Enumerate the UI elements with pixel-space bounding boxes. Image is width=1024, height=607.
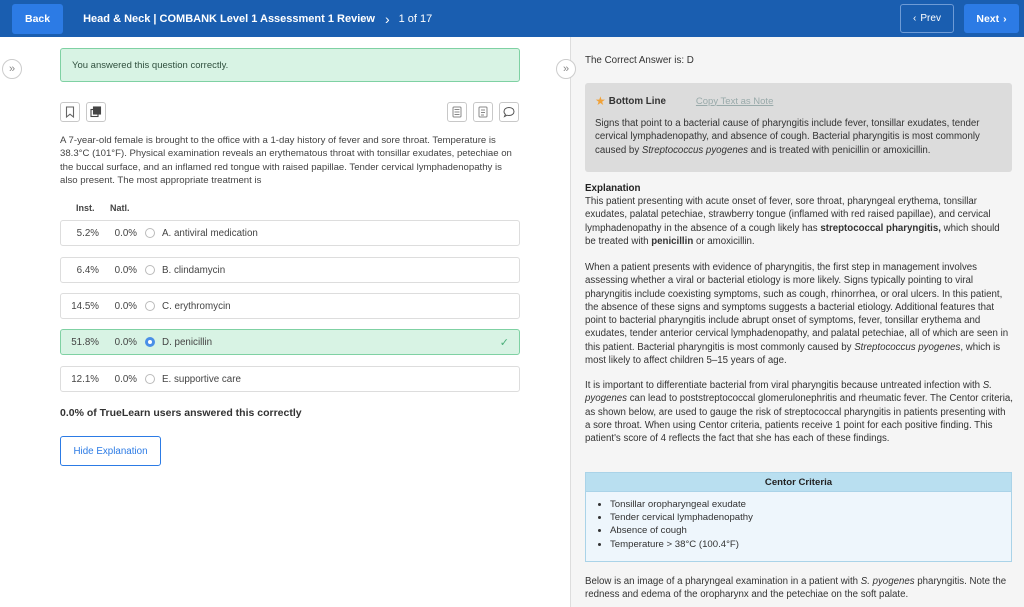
chevron-left-icon: ‹	[913, 13, 917, 24]
next-button[interactable]	[964, 4, 1019, 33]
col-header-inst: Inst.	[76, 203, 95, 213]
radio-button-selected[interactable]	[145, 337, 155, 347]
explanation-paragraph-4: Below is an image of a pharyngeal examination in a patient with S. pyogenes pharyngitis. Note the redness and edema of the oropharynx and the petechiae on the soft palate.	[585, 576, 1007, 601]
option-text: B. clindamycin	[162, 264, 226, 276]
chevron-right-icon: ›	[1003, 12, 1007, 25]
list-item: • Tender cervical lymphadenopathy	[610, 511, 1011, 524]
col-header-natl: Natl.	[110, 203, 130, 213]
option-text: C. erythromycin	[162, 300, 231, 312]
inst-percent: 6.4%	[76, 264, 99, 276]
back-button[interactable]: Back	[12, 4, 63, 34]
users-correct-stat: 0.0% of TrueLearn users answered this correctly	[60, 407, 302, 419]
answer-option-d[interactable]	[60, 329, 520, 355]
natl-percent: 0.0%	[114, 300, 137, 312]
natl-percent: 0.0%	[114, 264, 137, 276]
expand-left-icon[interactable]: »	[2, 59, 22, 79]
list-item: • Tonsillar oropharyngeal exudate	[610, 498, 1011, 511]
chevron-right-icon: ›	[384, 10, 390, 27]
radio-button[interactable]	[145, 265, 155, 275]
question-stem: A 7-year-old female is brought to the office with a 1-day history of fever and sore throat. Temperature is 38.3°C (101°F). Physical examination reveals an erythematous throat with tonsillar exudates, petechiae on the buccal surface, and an inflamed red tongue with raised papillae. Tender cervical lymphadenopathy is also present. The most appropriate treatment is	[60, 135, 512, 187]
copy-note-link[interactable]: Copy Text as Note	[695, 95, 774, 107]
radio-button[interactable]	[145, 374, 155, 384]
answer-option-a[interactable]	[60, 220, 520, 246]
option-text: D. penicillin	[162, 336, 213, 348]
answer-option-c[interactable]	[60, 293, 520, 319]
explanation-paragraph-3: It is important to differentiate bacterial from viral pharyngitis because untreated infection with S. pyogenes can lead to poststreptococcal glomerulonephritis and rheumatic fever. The Centor criteria, as shown below, are used to gauge the risk of streptococcal pharyngitis in patients presenting with a sore throat. When using Centor criteria, patients receive 1 point for each positive finding. This patient's score of 4 reflects the fact that she has each of these findings.	[585, 380, 1013, 445]
explanation-paragraph-1: This patient presenting with acute onset of fever, sore throat, pharyngeal erythema, tonsillar exudates, palatal petechiae, strawberry tongue (inflamed with red raised papillae), and cervical lymphadenopathy in the absence of a cough likely has streptococcal pharyngitis, which should be treated with penicillin or amoxicillin.	[585, 196, 1000, 247]
bookmark-icon[interactable]	[60, 102, 80, 122]
list-item: • Absence of cough	[610, 524, 1011, 537]
comment-icon[interactable]	[499, 102, 519, 122]
expand-right-icon[interactable]: »	[556, 59, 576, 79]
radio-button[interactable]	[145, 228, 155, 238]
next-label: Next	[976, 12, 1000, 25]
top-bar	[0, 0, 1024, 37]
centor-criteria-title: Centor Criteria	[586, 473, 1011, 492]
natl-percent: 0.0%	[114, 373, 137, 385]
bottom-line-box	[585, 83, 1012, 172]
inst-percent: 12.1%	[71, 373, 99, 385]
option-text: E. supportive care	[162, 373, 241, 385]
star-icon: ★	[595, 94, 606, 108]
explanation-pane	[562, 37, 1024, 607]
checkmark-icon: ✓	[499, 336, 509, 349]
lab-values-icon[interactable]	[473, 102, 493, 122]
flashcard-icon[interactable]	[86, 102, 106, 122]
prev-label: Prev	[920, 13, 941, 24]
question-pane	[0, 37, 570, 607]
inst-percent: 51.8%	[71, 336, 99, 348]
natl-percent: 0.0%	[114, 336, 137, 348]
inst-percent: 14.5%	[71, 300, 99, 312]
prev-button[interactable]	[900, 4, 954, 33]
option-text: A. antiviral medication	[162, 227, 258, 239]
correct-answer-text: The Correct Answer is: D	[585, 55, 694, 66]
hide-explanation-button[interactable]: Hide Explanation	[60, 436, 161, 466]
bottom-line-title: Bottom Line	[608, 95, 666, 107]
answer-option-e[interactable]	[60, 366, 520, 392]
explanation-heading: Explanation	[585, 183, 641, 194]
bottom-line-text: Signs that point to a bacterial cause of pharyngitis include fever, tonsillar exudates, tender cervical lymphadenopathy, and absence of cough. Bacterial pharyngitis is most commonly caused by Streptococcus pyogenes and is treated with penicillin or amoxicillin.	[595, 118, 980, 156]
page-title: Head & Neck | COMBANK Level 1 Assessment 1 Review	[83, 12, 375, 25]
result-banner: You answered this question correctly.	[60, 48, 520, 82]
natl-percent: 0.0%	[114, 227, 137, 239]
answer-option-b[interactable]	[60, 257, 520, 283]
explanation-paragraph-2: When a patient presents with evidence of pharyngitis, the first step in management involves assessing whether a viral or bacterial etiology is more likely. Signs typically pointing to viral pharyngitis include coexisting symptoms, such as cough, rhinorrhea, or oral ulcers. In this patient, the absence of these signs and symptoms suggests a bacterial etiology. Additional features that point to bacterial pharyngitis include abrupt onset of symptoms, fever, tonsillar erythema and exudates, tender anterior cervical lymphadenopathy, and palatal petechiae, all of which are seen in this patient. Bacterial pharyngitis is most commonly caused by Streptococcus pyogenes, which is most likely to affect children 5–15 years of age.	[585, 262, 1009, 367]
question-counter: 1 of 17	[398, 12, 433, 25]
centor-criteria-table	[585, 472, 1012, 562]
radio-button[interactable]	[145, 301, 155, 311]
list-item: • Temperature > 38°C (100.4°F)	[610, 538, 1011, 551]
inst-percent: 5.2%	[76, 227, 99, 239]
calculator-icon[interactable]	[447, 102, 467, 122]
